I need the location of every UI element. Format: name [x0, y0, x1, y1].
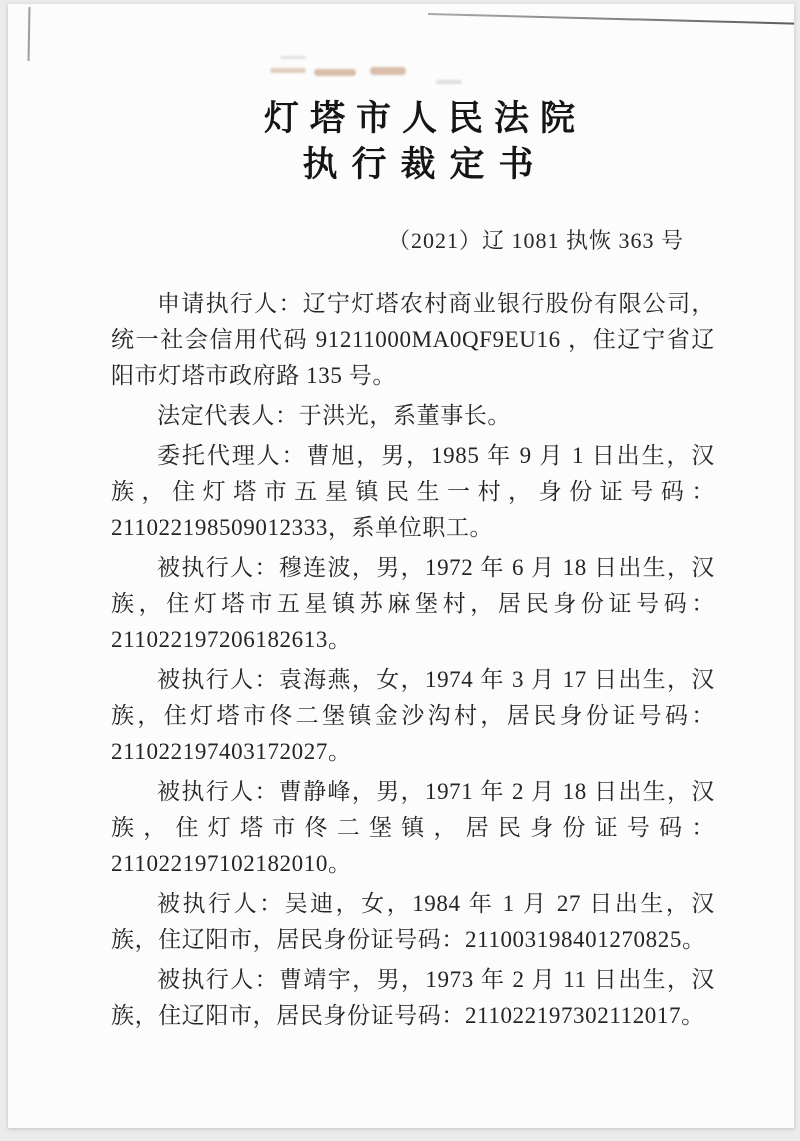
- scan-pen-mark-artifact: [28, 7, 31, 61]
- case-number: （2021）辽 1081 执恢 363 号: [388, 228, 685, 253]
- scan-edge-line-artifact: [428, 13, 794, 25]
- paragraph-respondent-4: 被执行人：吴迪，女，1984 年 1 月 27 日出生，汉族，住辽阳市，居民身份证号码：211003198401270825。: [111, 891, 715, 952]
- paragraph-applicant: 申请执行人：辽宁灯塔农村商业银行股份有限公司，统一社会信用代码 91211000MA0QF9EU16 ，住辽宁省辽阳市灯塔市政府路 135 号。: [111, 291, 715, 388]
- scan-smudge-artifact: [314, 69, 356, 76]
- document-type-title: 执行裁定书: [302, 145, 548, 184]
- paragraph-entrusted-agent: 委托代理人：曹旭，男，1985 年 9 月 1 日出生，汉族，住灯塔市五星镇民生一村，身份证号码：211022198509012333，系单位职工。: [111, 443, 715, 540]
- paragraph-respondent-1: 被执行人：穆连波，男，1972 年 6 月 18 日出生，汉族，住灯塔市五星镇苏麻堡村，居民身份证号码：211022197206182613。: [111, 555, 715, 652]
- scan-smudge-artifact: [270, 68, 306, 73]
- scan-smudge-artifact: [370, 67, 406, 75]
- document-body: [111, 286, 715, 1038]
- paragraph-respondent-5: 被执行人：曹靖宇，男，1973 年 2 月 11 日出生，汉族，住辽阳市，居民身份证号码：211022197302112017。: [111, 967, 715, 1028]
- paragraph-respondent-2: 被执行人：袁海燕，女，1974 年 3 月 17 日出生，汉族，住灯塔市佟二堡镇金沙沟村，居民身份证号码：211022197403172027。: [111, 667, 715, 764]
- paragraph-respondent-3: 被执行人：曹静峰，男，1971 年 2 月 18 日出生，汉族，住灯塔市佟二堡镇，居民身份证号码：211022197102182010。: [111, 779, 715, 876]
- scan-smudge-artifact: [280, 56, 306, 59]
- document-title-block: [105, 96, 745, 188]
- court-name: 灯塔市人民法院: [263, 99, 586, 138]
- document-page: [8, 4, 794, 1128]
- scan-smudge-artifact: [436, 80, 462, 84]
- paragraph-legal-representative: 法定代表人：于洪光，系董事长。: [157, 403, 511, 428]
